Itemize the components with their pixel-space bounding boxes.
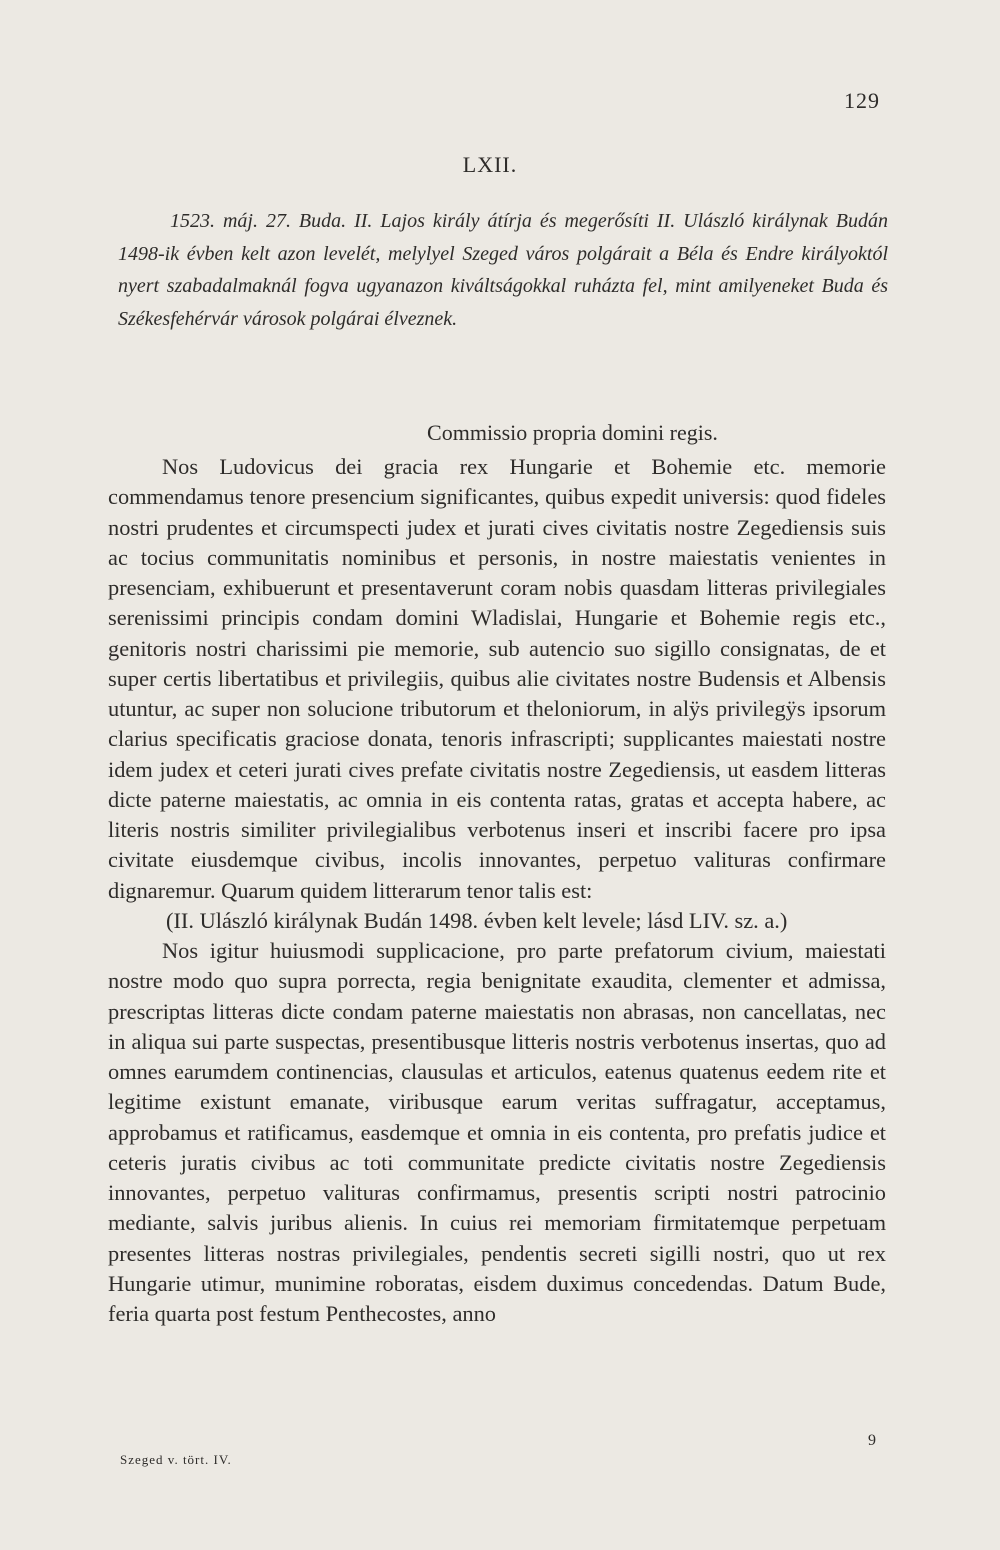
charter-text xyxy=(108,452,886,1329)
charter-paragraph-1: Nos Ludovicus dei gracia rex Hungarie et Bohemie etc. memorie commendamus tenore presencium significantes, quibus expedit universis: quod fideles nostri prudentes et circumspecti judex et jurati cives civitatis nostre Zegediensis suis ac tocius communitatis nominibus et personis, in nostre maiestatis venientes in presenciam, exhibuerunt et presentaverunt coram nobis quasdam litteras privilegiales serenissimi principis condam domini Wladislai, Hungarie et Bohemie regis etc., genitoris nostri charissimi pie memorie, sub autencio suo sigillo consignatas, de et super certis libertatibus et privilegiis, quibus alie civitates nostre Budensis et Albensis utuntur, ac super non solucione tributorum et theloniorum, in alÿs privilegÿs ipsorum clarius specificatis graciose donata, tenoris infrascripti; supplicantes maiestati nostre idem judex et ceteri jurati cives prefate civitatis nostre Zegediensis, ut easdem litteras dicte paterne maiestatis, ac omnia in eis contenta ratas, gratas et accepta habere, ac literis nostris similiter privilegialibus verbotenus inseri et inscribi facere pro ipsa civitate eiusdemque civibus, incolis innovantes, perpetuo valituras confirmare dignaremur. Quarum quidem litterarum tenor talis est: xyxy=(108,454,886,903)
document-number-label: LXII. xyxy=(462,152,518,177)
document-summary: 1523. máj. 27. Buda. II. Lajos király átírja és megerősíti II. Ulászló királynak Budán 1498-ik évben kelt azon levelét, melylyel Szeged város polgárait a Béla és Endre királyoktól nyert szabadalmaknál fogva ugyanazon kiváltságokkal ruházta fel, mint amilyeneket Buda és Székesfehérvár városok polgárai élveznek. xyxy=(118,210,888,330)
page-number: 129 xyxy=(844,88,880,113)
printer-signature: 9 xyxy=(868,1432,876,1449)
document-number xyxy=(0,152,1000,178)
commissio-line xyxy=(0,420,1000,446)
charter-paragraph-2: Nos igitur huiusmodi supplicacione, pro parte prefatorum civium, maiestati nostre modo quo supra porrecta, regia benignitate exaudita, clementer et admissa, prescriptas litteras dicte condam paterne maiestatis non abrasas, non cancellatas, nec in aliqua sui parte suspectas, presentibusque litteris nostris verbotenus insertas, quo ad omnes earumdem continencias, clausulas et articulos, eatenus quatenus eedem rite et legitime existunt emanate, viribusque earum veritas suffragatur, acceptamus, approbamus et ratificamus, easdemque et omnia in eis contenta, pro prefatis judice et ceteris juratis civibus ac toti communitate predicte civitatis nostre Zegediensis innovantes, perpetuo valituras confirmamus, presentis scripti nostri patrocinio mediante, salvis juribus alienis. In cuius rei memoriam firmitatemque perpetuam presentes litteras nostras privilegiales, pendentis secreti sigilli nostri, quo ut rex Hungarie utimur, munimine roboratas, eisdem duximus concedendas. Datum Bude, feria quarta post festum Penthecostes, anno xyxy=(108,938,886,1326)
insert-note: (II. Ulászló királynak Budán 1498. évben kelt levele; lásd LIV. sz. a.) xyxy=(166,907,788,933)
commissio-text: Commissio propria domini regis. xyxy=(427,420,718,445)
footer-source: Szeged v. tört. IV. xyxy=(120,1452,232,1467)
